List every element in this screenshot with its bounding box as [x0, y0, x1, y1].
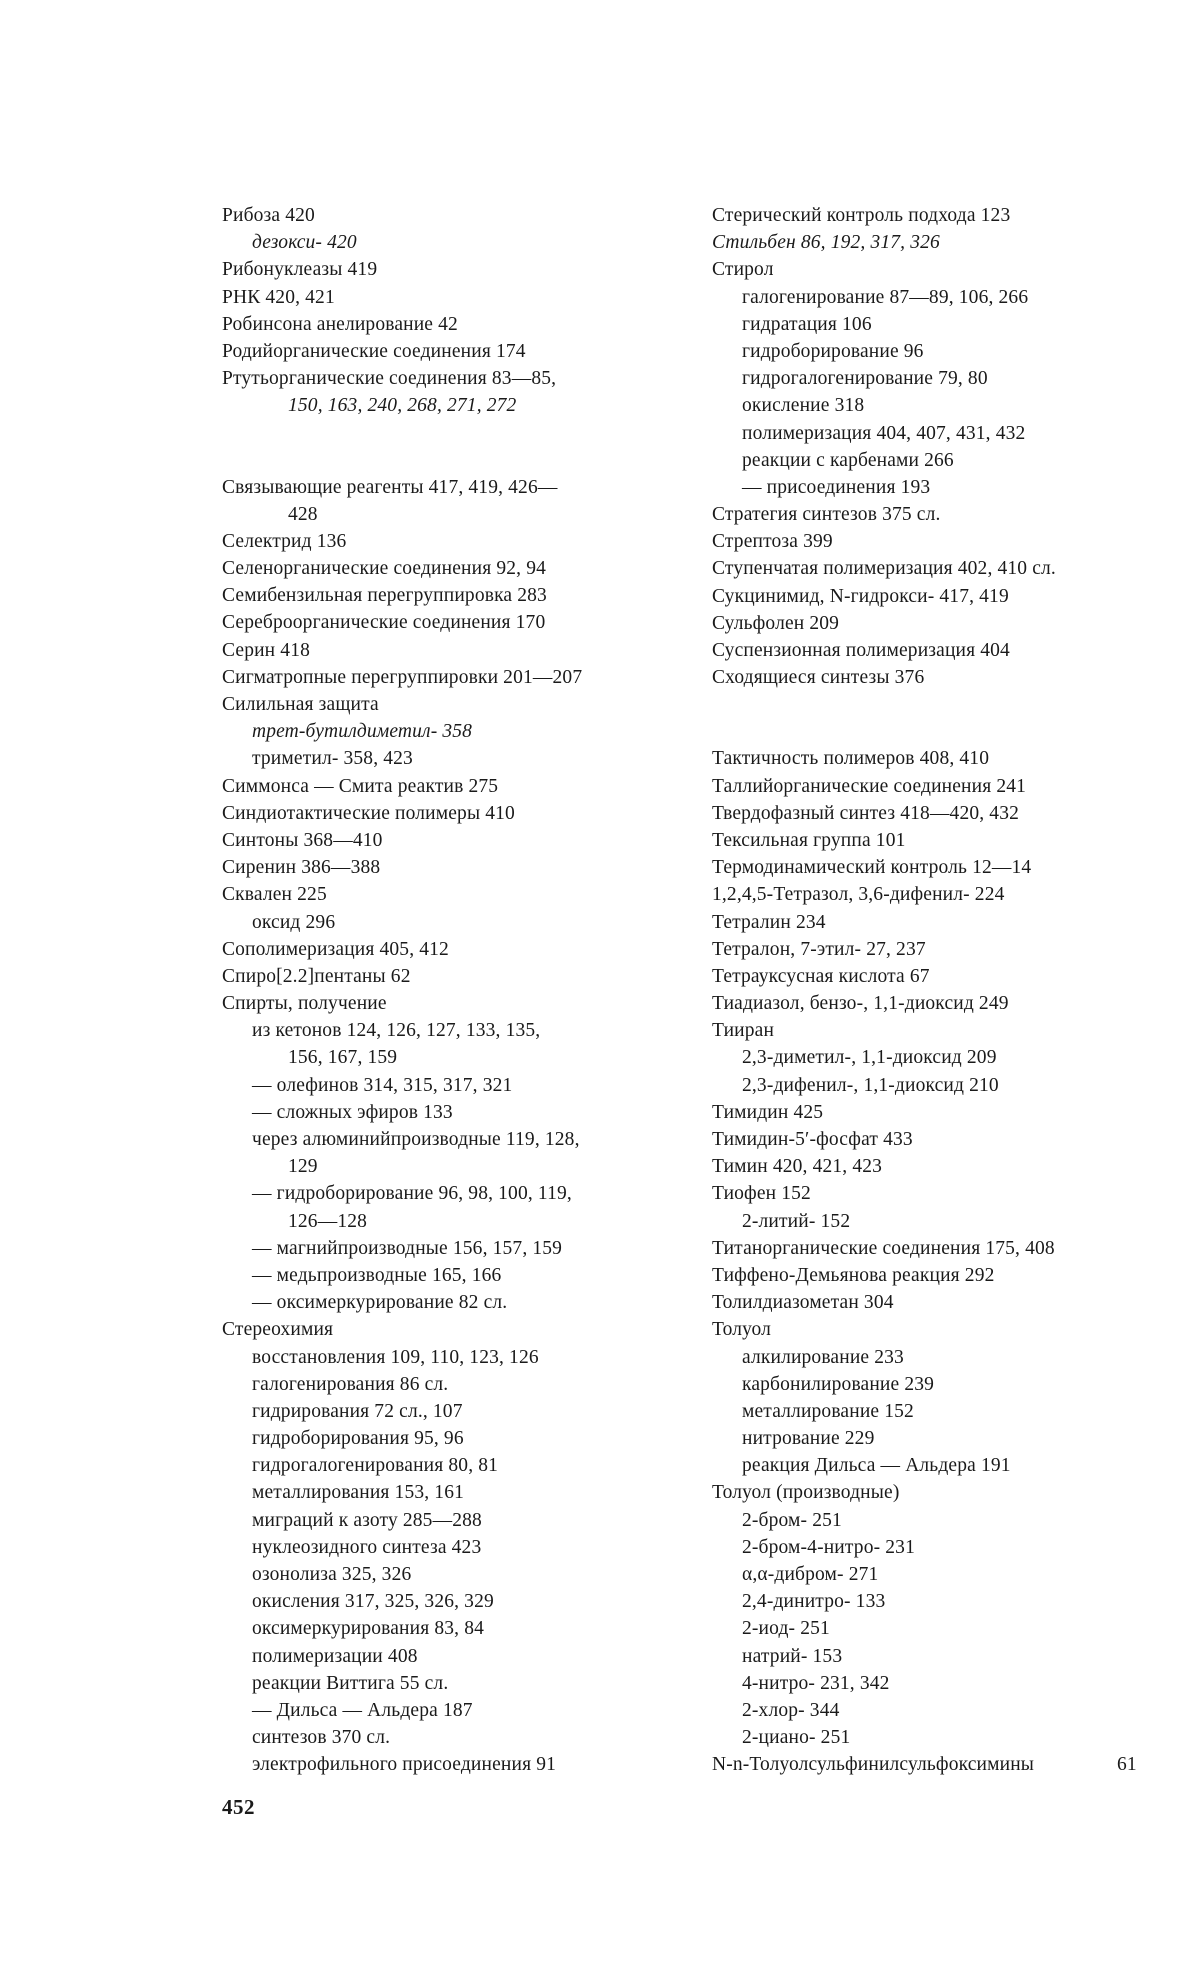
index-subentry: 2-хлор- 344	[742, 1699, 840, 1721]
index-subentry: — сложных эфиров 133	[252, 1101, 453, 1123]
index-subentry: карбонилирование 239	[742, 1373, 935, 1395]
index-subentry: дезокси- 420	[252, 232, 357, 254]
index-entry: Тимидин-5′-фосфат 433	[712, 1129, 913, 1150]
index-subentry: металлирование 152	[742, 1400, 914, 1422]
index-entry: Тетралин 234	[712, 911, 826, 933]
index-continuation: 428	[288, 503, 318, 525]
index-subentry: 2-бром- 251	[742, 1509, 842, 1531]
index-entry: Сходящиеся синтезы 376	[712, 667, 925, 689]
index-entry: Силильная защита	[222, 694, 379, 715]
index-entry: Тиффено-Демьянова реакция 292	[712, 1264, 995, 1286]
letter-group-gap	[712, 691, 1142, 745]
index-subentry: окисление 318	[742, 395, 865, 417]
index-subentry: триметил- 358, 423	[252, 748, 413, 770]
index-entry: Стильбен 86, 192, 317, 326	[712, 232, 940, 254]
index-continuation: 150, 163, 240, 268, 271, 272	[288, 395, 517, 417]
index-subentry: галогенирования 86 сл.	[252, 1373, 449, 1395]
index-entry: Синдиотактические полимеры 410	[222, 802, 515, 824]
index-subentry: оксимеркурирования 83, 84	[252, 1618, 485, 1640]
index-subentry: реакции с карбенами 266	[742, 449, 954, 471]
index-entry: Ртутьорганические соединения 83—85,	[222, 368, 557, 390]
index-entry: Тиофен 152	[712, 1183, 811, 1205]
index-entry: Сереброорганические соединения 170	[222, 612, 546, 634]
index-entry: Тактичность полимеров 408, 410	[712, 748, 990, 770]
index-subentry: 2-бром-4-нитро- 231	[742, 1536, 915, 1558]
index-subentry: окисления 317, 325, 326, 329	[252, 1591, 494, 1613]
index-subentry: оксид 296	[252, 911, 336, 933]
index-subentry: электрофильного присоединения 91	[252, 1754, 557, 1776]
index-entry: Робинсона анелирование 42	[222, 313, 458, 335]
index-entry: Толуол	[712, 1319, 772, 1341]
index-entry: Титанорганические соединения 175, 408	[712, 1237, 1055, 1259]
index-subentry: 2,3-диметил-, 1,1-диоксид 209	[742, 1047, 997, 1069]
index-subentry: миграций к азоту 285—288	[252, 1509, 482, 1531]
index-entry: Тетрауксусная кислота 67	[712, 965, 930, 987]
index-subentry: нуклеозидного синтеза 423	[252, 1536, 482, 1558]
index-subentry: гидроборирования 95, 96	[252, 1428, 464, 1450]
letter-group-gap	[222, 420, 662, 474]
index-subentry: α,α-дибром- 271	[742, 1564, 879, 1585]
index-entry: Тимин 420, 421, 423	[712, 1156, 883, 1178]
index-column-right	[712, 202, 1142, 1779]
index-entry: Спиро[2.2]пентаны 62	[222, 965, 411, 987]
index-entry: Сукцинимид, N-гидрокси- 417, 419	[712, 585, 1009, 607]
index-entry: Тимидин 425	[712, 1101, 824, 1123]
index-subentry: — оксимеркурирование 82 сл.	[252, 1292, 508, 1314]
index-entry: Спирты, получение	[222, 993, 387, 1015]
index-subentry: — присоединения 193	[742, 476, 931, 498]
index-subentry: гидроборирование 96	[742, 340, 924, 362]
index-subentry: натрий- 153	[742, 1645, 843, 1667]
index-entry: Стратегия синтезов 375 сл.	[712, 504, 941, 526]
index-subentry: полимеризация 404, 407, 431, 432	[742, 422, 1026, 444]
index-continuation: 156, 167, 159	[288, 1047, 398, 1069]
index-column-left	[222, 202, 662, 1779]
index-entry: Тексильная группа 101	[712, 829, 906, 851]
index-subentry: металлирования 153, 161	[252, 1482, 464, 1504]
index-subentry: — Дильса — Альдера 187	[252, 1699, 473, 1721]
index-entry: Селенорганические соединения 92, 94	[222, 558, 546, 580]
index-subentry: гидрогалогенирования 80, 81	[252, 1455, 499, 1477]
index-subentry: полимеризации 408	[252, 1645, 418, 1667]
index-subentry: реакции Виттига 55 сл.	[252, 1672, 449, 1694]
index-entry: Родийорганические соединения 174	[222, 340, 526, 362]
index-entry: Селектрид 136	[222, 530, 347, 552]
index-entry-last	[712, 1751, 1142, 1778]
index-entry: Суспензионная полимеризация 404	[712, 640, 1010, 661]
index-entry: Толуол (производные)	[712, 1482, 900, 1504]
index-subentry: 2-литий- 152	[742, 1210, 851, 1232]
index-subentry: 2,4-динитро- 133	[742, 1591, 886, 1613]
index-subentry: реакция Дильса — Альдера 191	[742, 1455, 1011, 1477]
index-entry: РНК 420, 421	[222, 286, 335, 308]
index-subentry: гидрогалогенирование 79, 80	[742, 368, 988, 390]
index-entry: Таллийорганические соединения 241	[712, 775, 1027, 797]
index-entry: Связывающие реагенты 417, 419, 426—	[222, 476, 558, 498]
index-entry: Симмонса — Смита реактив 275	[222, 775, 499, 797]
index-continuation: 126—128	[288, 1210, 368, 1232]
index-subentry: 2-циано- 251	[742, 1727, 851, 1749]
index-entry: Сигматропные перегруппировки 201—207	[222, 666, 583, 688]
index-continuation: 129	[288, 1156, 318, 1178]
index-subentry: галогенирование 87—89, 106, 266	[742, 286, 1029, 308]
index-entry: Стирол	[712, 259, 774, 281]
index-entry-page-ref: 61	[1117, 1754, 1137, 1776]
index-subentry: трет-бутилдиметил- 358	[252, 721, 473, 743]
index-subentry: 2-иод- 251	[742, 1618, 830, 1640]
index-entry: Тетралон, 7-этил- 27, 237	[712, 938, 926, 960]
index-subentry: 4-нитро- 231, 342	[742, 1672, 890, 1694]
index-entry: Тиадиазол, бензо-, 1,1-диоксид 249	[712, 993, 1009, 1015]
index-entry: Стерический контроль подхода 123	[712, 205, 1011, 226]
index-entry: Серин 418	[222, 639, 310, 661]
index-subentry: восстановления 109, 110, 123, 126	[252, 1346, 539, 1368]
index-entry: Синтоны 368—410	[222, 829, 383, 851]
index-subentry: — магнийпроизводные 156, 157, 159	[252, 1237, 563, 1259]
index-entry: Сополимеризация 405, 412	[222, 938, 449, 960]
index-subentry: гидратация 106	[742, 313, 872, 335]
index-subentry: 2,3-дифенил-, 1,1-диоксид 210	[742, 1074, 999, 1096]
index-subentry: нитрование 229	[742, 1428, 875, 1450]
index-entry: Сиренин 386—388	[222, 857, 381, 879]
page-number: 452	[222, 1795, 255, 1819]
index-entry: Стрептоза 399	[712, 531, 833, 553]
index-entry: Рибоза 420	[222, 205, 315, 226]
index-subentry: — гидроборирование 96, 98, 100, 119,	[252, 1183, 572, 1205]
index-entry: Рибонуклеазы 419	[222, 259, 378, 281]
index-entry: Сквален 225	[222, 884, 327, 906]
index-subentry: алкилирование 233	[742, 1346, 904, 1368]
index-entry: Стереохимия	[222, 1319, 334, 1341]
index-entry: Семибензильная перегруппировка 283	[222, 585, 547, 607]
index-subentry: гидрирования 72 сл., 107	[252, 1400, 463, 1422]
index-subentry: — медьпроизводные 165, 166	[252, 1264, 502, 1286]
index-entry: Толилдиазометан 304	[712, 1292, 894, 1314]
index-subentry: из кетонов 124, 126, 127, 133, 135,	[252, 1020, 541, 1042]
index-entry: Тииран	[712, 1020, 775, 1042]
index-subentry: озонолиза 325, 326	[252, 1564, 412, 1585]
index-entry: 1,2,4,5-Тетразол, 3,6-дифенил- 224	[712, 884, 1005, 906]
index-entry: Ступенчатая полимеризация 402, 410 сл.	[712, 558, 1056, 580]
index-subentry: через алюминийпроизводные 119, 128,	[252, 1129, 580, 1150]
index-entry: Термодинамический контроль 12—14	[712, 857, 1032, 879]
index-entry-text: N-n-Толуолсульфинилсульфоксимины	[712, 1754, 1035, 1776]
index-subentry: — олефинов 314, 315, 317, 321	[252, 1074, 513, 1096]
index-entry: Твердофазный синтез 418—420, 432	[712, 802, 1020, 824]
index-entry: Сульфолен 209	[712, 612, 840, 634]
index-subentry: синтезов 370 сл.	[252, 1727, 391, 1749]
